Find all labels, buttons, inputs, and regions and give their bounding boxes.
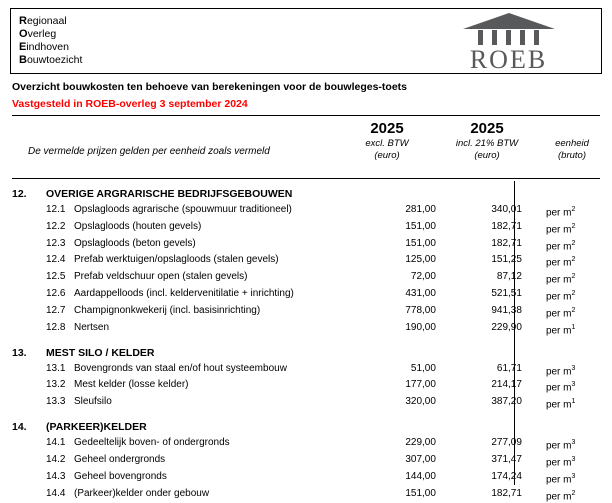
row-price-excl: 320,00	[405, 396, 436, 408]
table-row	[12, 321, 600, 338]
column-header-excl	[342, 120, 432, 162]
table-row	[12, 453, 600, 470]
price-note: De vermelde prijzen gelden per eenheid zoals vermeld	[28, 146, 270, 157]
acronym-line-bouwtoezicht	[19, 54, 416, 67]
row-spacer	[12, 453, 36, 470]
row-spacer	[12, 470, 36, 487]
row-unit-exponent: 2	[571, 256, 576, 264]
row-unit-exponent: 3	[571, 472, 576, 480]
row-unit	[540, 270, 600, 287]
row-unit-text: per m	[545, 325, 572, 337]
acronym-letter-r: R	[19, 15, 27, 27]
row-spacer	[12, 436, 36, 453]
row-price-excl: 177,00	[405, 379, 436, 391]
acronym-word-eindhoven: indhoven	[26, 41, 69, 53]
column-unit-line2: (bruto)	[558, 150, 586, 161]
row-unit-text: per m	[545, 291, 572, 303]
row-code: 13.2	[46, 379, 66, 391]
row-code: 12.7	[46, 304, 66, 316]
temple-pillars-icon	[478, 30, 539, 46]
acronym-letter-e: E	[19, 41, 27, 53]
row-unit-exponent: 3	[571, 455, 576, 463]
row-unit-text: per m	[545, 274, 572, 286]
temple-roof-icon	[463, 13, 555, 29]
column-incl-line2: (euro)	[474, 150, 500, 161]
row-unit-text: per m	[545, 207, 572, 219]
row-description: Sleufsilo	[74, 396, 112, 408]
table-row	[12, 287, 600, 304]
table-vertical-rule	[514, 181, 515, 485]
row-unit	[540, 362, 600, 379]
row-price-excl: 229,00	[405, 437, 436, 449]
row-unit	[540, 487, 600, 503]
row-spacer	[12, 220, 36, 237]
pillar-3	[506, 30, 511, 45]
pillar-1	[478, 30, 483, 45]
acronym-word-bouwtoezicht: ouwtoezicht	[26, 54, 83, 66]
row-unit	[540, 378, 600, 395]
acronym-letter-b: B	[19, 54, 27, 66]
row-price-excl: 307,00	[405, 453, 436, 465]
table-row	[12, 395, 600, 412]
row-unit-exponent: 2	[571, 239, 576, 247]
pillar-5	[534, 30, 539, 45]
row-code: 12.5	[46, 271, 66, 283]
row-unit	[540, 395, 600, 412]
row-price-excl: 51,00	[410, 362, 436, 374]
row-unit-text: per m	[545, 224, 572, 236]
row-unit-text: per m	[545, 308, 572, 320]
row-description: Gedeeltelijk boven- of ondergronds	[74, 437, 230, 449]
column-header-unit	[536, 138, 608, 162]
row-price-incl: 387,20	[491, 396, 522, 408]
acronym-line-overleg	[19, 28, 416, 41]
row-code: 12.3	[46, 237, 66, 249]
document-subtitle: Vastgesteld in ROEB-overleg 3 september 2024	[12, 98, 248, 110]
row-code: 12.8	[46, 321, 66, 333]
row-price-excl: 281,00	[405, 204, 436, 215]
group-title: (PARKEER)KELDER	[46, 421, 147, 434]
row-code: 14.1	[46, 437, 66, 449]
row-unit-text: per m	[545, 399, 572, 411]
group-number: 14.	[12, 421, 27, 434]
row-unit-exponent: 2	[571, 306, 576, 314]
row-unit-exponent: 3	[571, 364, 576, 372]
group-number: 12.	[12, 188, 27, 200]
row-price-incl: 521,51	[491, 288, 522, 300]
row-unit	[540, 436, 600, 453]
table-group-row	[12, 338, 600, 362]
row-price-excl: 778,00	[405, 304, 436, 316]
row-description: Mest kelder (losse kelder)	[74, 379, 189, 391]
row-price-incl: 277,09	[491, 437, 522, 449]
column-headers	[12, 116, 600, 174]
table-row	[12, 253, 600, 270]
document-page	[0, 8, 612, 502]
title-block	[12, 80, 600, 111]
row-unit-exponent: 3	[571, 439, 576, 447]
group-title: OVERIGE ARGRARISCHE BEDRIJFSGEBOUWEN	[46, 188, 293, 200]
price-table-container	[12, 179, 600, 503]
row-description: Prefab werktuigen/opslagloods (stalen gevels)	[74, 254, 279, 266]
price-table	[12, 179, 600, 503]
row-unit-exponent: 2	[571, 273, 576, 281]
row-price-excl: 151,00	[405, 237, 436, 249]
row-code: 13.3	[46, 396, 66, 408]
acronym-line-eindhoven	[19, 41, 416, 54]
table-row	[12, 270, 600, 287]
table-row	[12, 487, 600, 503]
row-spacer	[12, 253, 36, 270]
row-unit	[540, 203, 600, 220]
pillar-4	[520, 30, 525, 45]
column-excl-line2: (euro)	[374, 150, 400, 161]
row-unit	[540, 287, 600, 304]
row-code: 12.4	[46, 254, 66, 266]
table-group-row	[12, 412, 600, 436]
row-price-incl: 87,12	[496, 271, 522, 283]
column-excl-line1: excl. BTW	[365, 138, 409, 149]
row-unit	[540, 237, 600, 254]
acronym-word-overleg: verleg	[27, 28, 57, 40]
row-price-excl: 190,00	[405, 321, 436, 333]
row-description: Prefab veldschuur open (stalen gevels)	[74, 271, 248, 283]
row-code: 14.2	[46, 453, 66, 465]
row-unit	[540, 453, 600, 470]
row-price-incl: 214,17	[491, 379, 522, 391]
row-price-incl: 941,38	[491, 304, 522, 316]
row-price-incl: 182,71	[491, 220, 522, 232]
row-spacer	[12, 304, 36, 321]
row-price-incl: 340,01	[491, 204, 522, 215]
row-description: Geheel ondergronds	[74, 453, 166, 465]
row-spacer	[12, 378, 36, 395]
row-unit	[540, 304, 600, 321]
row-spacer	[12, 237, 36, 254]
row-unit	[540, 220, 600, 237]
row-description: Opslagloods agrarische (spouwmuur traditioneel)	[74, 204, 292, 215]
row-unit-text: per m	[545, 457, 572, 469]
row-code: 13.1	[46, 362, 66, 374]
row-unit-text: per m	[545, 490, 572, 502]
acronym-word-regionaal: egionaal	[26, 15, 67, 27]
row-code: 14.3	[46, 470, 66, 482]
row-spacer	[12, 270, 36, 287]
column-excl-year: 2025	[370, 120, 404, 137]
row-price-excl: 431,00	[405, 288, 436, 300]
row-unit-exponent: 3	[571, 381, 576, 389]
row-unit	[540, 321, 600, 338]
pillar-2	[492, 30, 497, 45]
table-row	[12, 378, 600, 395]
row-description: Aardappelloods (incl. keldervenitilatie + inrichting)	[74, 288, 294, 300]
row-description: Geheel bovengronds	[74, 470, 167, 482]
row-unit-text: per m	[545, 257, 572, 269]
row-code: 12.2	[46, 220, 66, 232]
row-code: 12.1	[46, 204, 66, 215]
acronym-line-regionaal	[19, 15, 416, 28]
row-price-excl: 72,00	[410, 271, 436, 283]
row-unit-exponent: 2	[571, 222, 576, 230]
column-incl-line1: incl. 21% BTW	[455, 138, 519, 149]
row-price-incl: 182,71	[491, 237, 522, 249]
row-price-incl: 229,90	[491, 321, 522, 333]
group-number: 13.	[12, 346, 27, 359]
row-unit	[540, 470, 600, 487]
row-price-incl: 174,24	[491, 470, 522, 482]
table-row	[12, 203, 600, 220]
row-spacer	[12, 395, 36, 412]
row-unit-exponent: 1	[571, 323, 576, 331]
row-unit-text: per m	[545, 440, 572, 452]
row-unit-text: per m	[545, 382, 572, 394]
table-row	[12, 237, 600, 254]
table-row	[12, 362, 600, 379]
row-unit-exponent: 2	[571, 206, 576, 213]
row-unit	[540, 253, 600, 270]
table-row	[12, 436, 600, 453]
row-code: 14.4	[46, 487, 66, 499]
row-unit-exponent: 2	[571, 290, 576, 298]
logo-wordmark: ROEB	[469, 45, 548, 74]
row-spacer	[12, 487, 36, 503]
row-price-excl: 144,00	[405, 470, 436, 482]
row-description: (Parkeer)kelder onder gebouw	[74, 487, 210, 499]
row-spacer	[12, 203, 36, 220]
table-group-row	[12, 179, 600, 203]
row-description: Champignonkwekerij (incl. basisinrichting)	[74, 304, 261, 316]
row-spacer	[12, 287, 36, 304]
row-code: 12.6	[46, 288, 66, 300]
table-row	[12, 470, 600, 487]
row-description: Opslagloods (beton gevels)	[74, 237, 196, 249]
row-spacer	[12, 362, 36, 379]
roeb-logo	[416, 9, 601, 73]
row-price-incl: 371,47	[491, 453, 522, 465]
acronym-letter-o: O	[19, 28, 28, 40]
row-price-incl: 151,25	[491, 254, 522, 266]
column-header-incl	[442, 120, 532, 162]
row-spacer	[12, 321, 36, 338]
row-price-excl: 151,00	[405, 487, 436, 499]
document-header	[10, 8, 602, 74]
column-unit-line1: eenheid	[555, 138, 589, 149]
table-row	[12, 220, 600, 237]
row-unit-text: per m	[545, 240, 572, 252]
document-title: Overzicht bouwkosten ten behoeve van berekeningen voor de bouwleges-toets	[12, 81, 408, 93]
group-title: MEST SILO / KELDER	[46, 346, 155, 359]
row-unit-exponent: 1	[571, 398, 576, 406]
row-price-excl: 125,00	[405, 254, 436, 266]
table-row	[12, 304, 600, 321]
row-unit-text: per m	[545, 365, 572, 377]
row-price-incl: 182,71	[491, 487, 522, 499]
row-price-incl: 61,71	[496, 362, 522, 374]
row-description: Bovengronds van staal en/of hout systeembouw	[74, 362, 287, 374]
row-unit-exponent: 2	[571, 489, 576, 497]
column-incl-year: 2025	[470, 120, 504, 137]
acronym-block	[11, 9, 416, 73]
row-description: Nertsen	[74, 321, 110, 333]
row-price-excl: 151,00	[405, 220, 436, 232]
row-description: Opslagloods (houten gevels)	[74, 220, 202, 232]
row-unit-text: per m	[545, 474, 572, 486]
